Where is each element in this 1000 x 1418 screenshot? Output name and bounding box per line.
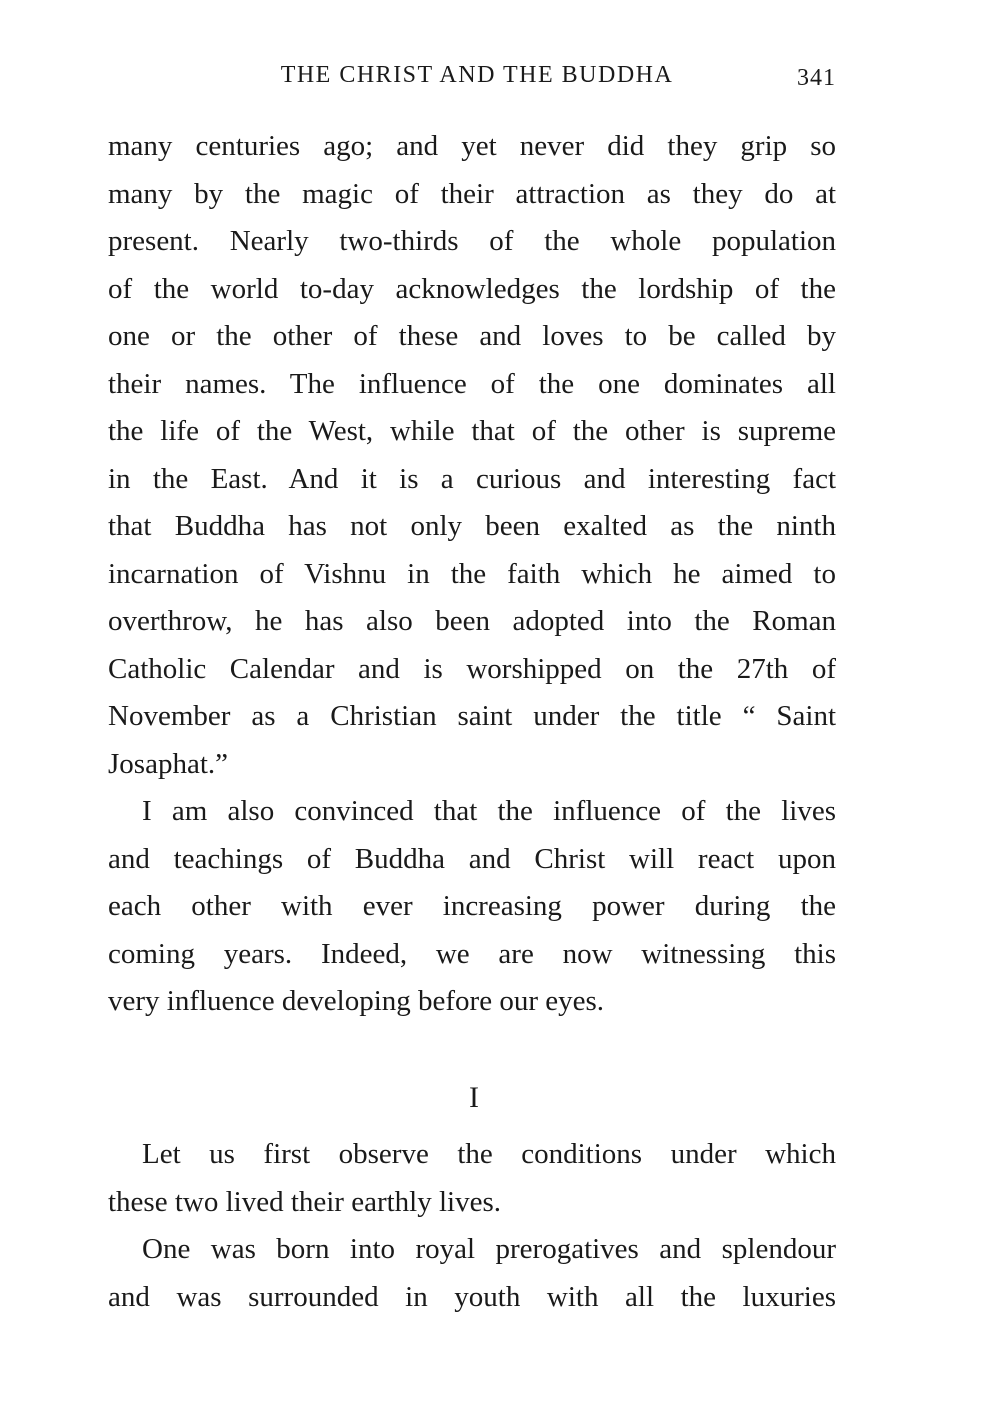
text-line: their names. The influence of the one dominates all [108,367,836,400]
page-number: 341 [797,65,836,91]
text-line: many centuries ago; and yet never did they grip so [108,130,836,162]
paragraph [108,788,836,1026]
text-line: incarnation of Vishnu in the faith which he aimed to [108,557,836,590]
paragraph [108,1226,836,1321]
text-line: one or the other of these and loves to be called by [108,320,836,352]
body-text [108,123,836,1321]
paragraph [108,123,836,788]
text-line: overthrow, he has also been adopted into the Roman [108,605,836,637]
text-line: of the world to-day acknowledges the lordship of the [108,272,836,305]
text-line: coming years. Indeed, we are now witnessing this [108,937,836,970]
text-line: and teachings of Buddha and Christ will react upon [108,842,836,875]
paragraph [108,1131,836,1226]
text-line: the life of the West, while that of the other is supreme [108,415,836,447]
text-line: and was surrounded in youth with all the luxuries [108,1280,836,1313]
running-head-title: THE CHRIST AND THE BUDDHA [280,62,674,88]
text-line: One was born into royal prerogatives and splendour [142,1233,836,1265]
section-heading: I [469,1080,479,1114]
text-line: November as a Christian saint under the title “ Saint [108,700,836,732]
text-line: Josaphat.” [108,747,228,780]
text-line: I am also convinced that the influence of the lives [142,795,836,827]
text-line: very influence developing before our eyes. [108,985,605,1017]
text-line: Let us first observe the conditions under which [142,1138,836,1170]
text-line: Catholic Calendar and is worshipped on the 27th of [108,652,836,685]
text-line: present. Nearly two-thirds of the whole population [108,225,836,257]
text-line: these two lived their earthly lives. [108,1185,502,1218]
text-line: in the East. And it is a curious and interesting fact [108,462,836,495]
running-head [108,62,836,102]
text-line: each other with ever increasing power during the [108,890,836,922]
text-line: many by the magic of their attraction as they do at [108,177,836,210]
text-line: that Buddha has not only been exalted as the ninth [108,510,836,542]
